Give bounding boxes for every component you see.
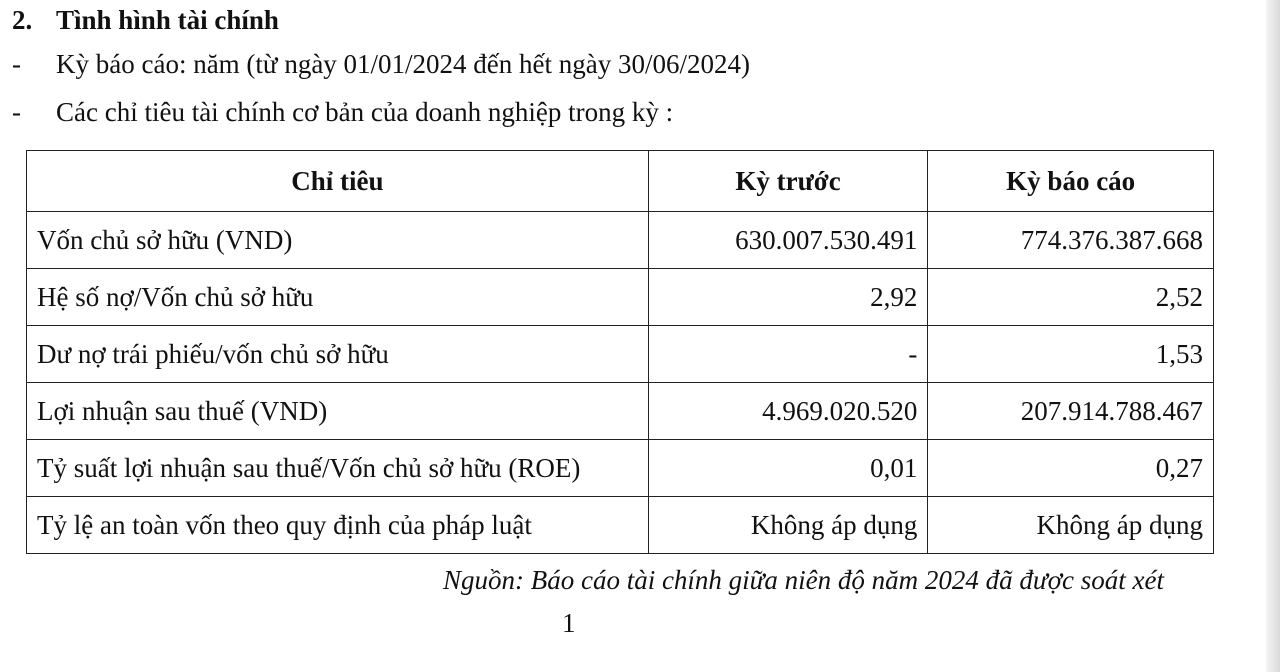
current-value: Không áp dụng [928,497,1214,554]
bullet-dash: - [12,97,21,127]
table-row [27,497,1214,554]
table-row [27,212,1214,269]
current-value: 774.376.387.668 [928,212,1214,269]
current-value: 1,53 [928,326,1214,383]
bullet-dash: - [12,49,21,79]
row-label: Lợi nhuận sau thuế (VND) [27,383,649,440]
row-label: Hệ số nợ/Vốn chủ sở hữu [27,269,649,326]
previous-value: 630.007.530.491 [648,212,928,269]
table-row [27,440,1214,497]
financial-indicators-table [26,150,1214,554]
previous-value: 0,01 [648,440,928,497]
table-row [27,326,1214,383]
current-value: 2,52 [928,269,1214,326]
bullet-reporting-period [12,46,750,82]
current-value: 0,27 [928,440,1214,497]
row-label: Vốn chủ sở hữu (VND) [27,212,649,269]
table-header-row [27,151,1214,212]
scan-edge [1266,0,1280,672]
previous-value: Không áp dụng [648,497,928,554]
source-note: Nguồn: Báo cáo tài chính giữa niên độ năm 2024 đã được soát xét [442,565,1164,595]
page-number: 1 [562,608,576,638]
section-title: Tình hình tài chính [56,5,279,35]
previous-value: 4.969.020.520 [648,383,928,440]
header-previous-period: Kỳ trước [648,151,928,212]
bullet-text: Kỳ báo cáo: năm (từ ngày 01/01/2024 đến hết ngày 30/06/2024) [56,49,750,79]
bullet-text: Các chỉ tiêu tài chính cơ bản của doanh nghiệp trong kỳ : [56,97,674,127]
row-label: Tỷ lệ an toàn vốn theo quy định của pháp luật [27,497,649,554]
previous-value: 2,92 [648,269,928,326]
section-number: 2. [12,5,33,35]
current-value: 207.914.788.467 [928,383,1214,440]
header-reporting-period: Kỳ báo cáo [928,151,1214,212]
bullet-indicators-intro [12,94,673,130]
section-heading [12,2,279,38]
row-label: Tỷ suất lợi nhuận sau thuế/Vốn chủ sở hữu (ROE) [27,440,649,497]
header-indicator: Chỉ tiêu [27,151,649,212]
row-label: Dư nợ trái phiếu/vốn chủ sở hữu [27,326,649,383]
previous-value: - [648,326,928,383]
table-row [27,383,1214,440]
table-row [27,269,1214,326]
